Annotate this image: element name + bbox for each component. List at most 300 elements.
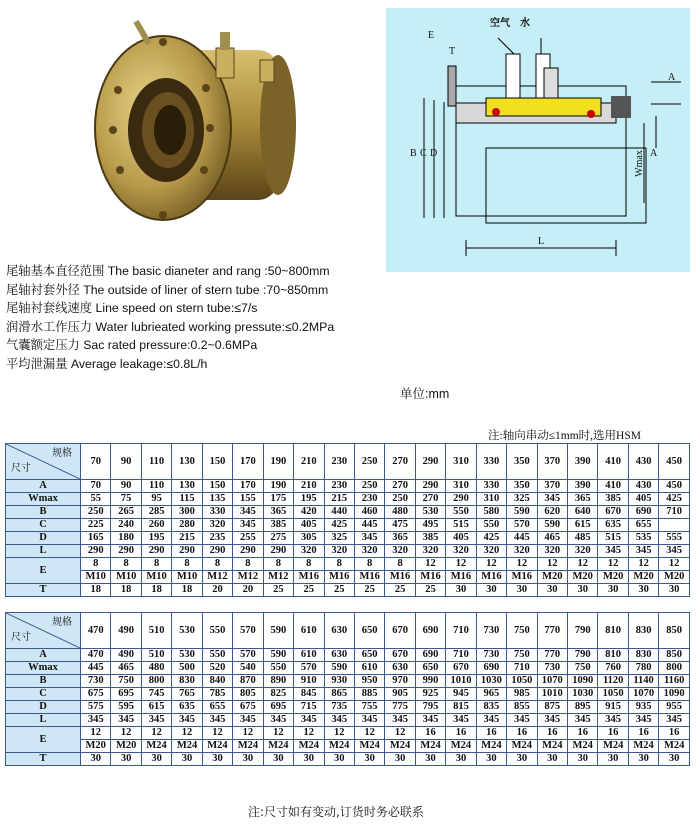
table-cell: 1070: [628, 688, 658, 701]
table-cell: 325: [324, 532, 354, 545]
column-header: 230: [324, 444, 354, 480]
column-header: 650: [354, 613, 384, 649]
table-row: [6, 662, 690, 675]
table-cell: 30: [111, 753, 141, 766]
table-cell: 550: [202, 649, 232, 662]
table-cell: 330: [476, 480, 506, 493]
table-cell: 320: [354, 545, 384, 558]
table-cell: 16: [598, 727, 628, 740]
diagram-label-e: E: [428, 30, 435, 41]
table-cell: 440: [324, 506, 354, 519]
table-cell: 695: [111, 688, 141, 701]
table-cell: 8: [202, 558, 232, 571]
table-cell: 345: [385, 714, 415, 727]
table-cell: 590: [324, 662, 354, 675]
table-cell: M24: [141, 740, 171, 753]
table-cell: 815: [446, 701, 476, 714]
table-cell: M24: [202, 740, 232, 753]
table-cell: 1070: [537, 675, 567, 688]
table-cell: 12: [233, 727, 263, 740]
table-cell: 8: [354, 558, 384, 571]
table-cell: 715: [294, 701, 324, 714]
column-header: 330: [476, 444, 506, 480]
spec-size-header: [6, 613, 81, 649]
size-header-label: 尺寸: [11, 632, 31, 643]
column-header: 810: [598, 613, 628, 649]
table-cell: 320: [537, 545, 567, 558]
column-header: 370: [537, 444, 567, 480]
table-cell: 915: [598, 701, 628, 714]
table-cell: 405: [294, 519, 324, 532]
table-cell: M12: [263, 571, 293, 584]
table-cell: 320: [324, 545, 354, 558]
table-cell: 330: [202, 506, 232, 519]
table-cell: 345: [354, 714, 384, 727]
table-cell: 280: [172, 519, 202, 532]
table-cell: M24: [476, 740, 506, 753]
table-cell: 345: [598, 545, 628, 558]
table-cell: 710: [446, 649, 476, 662]
table-cell: 895: [568, 701, 598, 714]
column-header: 710: [446, 613, 476, 649]
column-header: 570: [233, 613, 263, 649]
table-cell: 345: [568, 714, 598, 727]
table-row: [6, 506, 690, 519]
table-cell: M16: [294, 571, 324, 584]
table-cell: 290: [415, 480, 445, 493]
table-cell: M16: [354, 571, 384, 584]
table-cell: 8: [111, 558, 141, 571]
spec-line: 气囊额定压力 Sac rated pressure:0.2~0.6MPa: [6, 338, 258, 353]
table-cell: 16: [537, 727, 567, 740]
table-cell: 405: [446, 532, 476, 545]
table-cell: 405: [628, 493, 658, 506]
table-cell: 30: [294, 753, 324, 766]
table-cell: 130: [172, 480, 202, 493]
table-cell: 310: [476, 493, 506, 506]
column-header: 170: [233, 444, 263, 480]
table-cell: 365: [568, 493, 598, 506]
table-cell: 670: [385, 649, 415, 662]
row-label: A: [6, 649, 81, 662]
table-row: [6, 701, 690, 714]
row-label: E: [6, 558, 81, 584]
table-cell: 8: [294, 558, 324, 571]
column-header: 210: [294, 444, 324, 480]
table-cell: 30: [81, 753, 111, 766]
table-cell: 655: [628, 519, 658, 532]
diagram-label-wmax: Wmax: [633, 150, 645, 177]
table-cell: 635: [598, 519, 628, 532]
table-cell: 1140: [628, 675, 658, 688]
table-cell: 8: [141, 558, 171, 571]
table-cell: 390: [568, 480, 598, 493]
table-cell: 985: [507, 688, 537, 701]
table-cell: M16: [446, 571, 476, 584]
table-cell: 30: [628, 584, 658, 597]
table-cell: 30: [141, 753, 171, 766]
table-cell: 260: [141, 519, 171, 532]
table-row: [6, 584, 690, 597]
table-cell: 650: [415, 662, 445, 675]
table-cell: 16: [659, 727, 690, 740]
table-cell: 195: [141, 532, 171, 545]
table-cell: 370: [537, 480, 567, 493]
table-cell: 320: [446, 545, 476, 558]
column-header: 70: [81, 444, 111, 480]
table-cell: 12: [598, 558, 628, 571]
table-cell: 365: [263, 506, 293, 519]
table-cell: 12: [354, 727, 384, 740]
table-cell: 830: [172, 675, 202, 688]
table-row: [6, 545, 690, 558]
table-cell: 905: [385, 688, 415, 701]
table-cell: 385: [263, 519, 293, 532]
table-cell: M24: [294, 740, 324, 753]
table-cell: 690: [415, 649, 445, 662]
table-cell: 1030: [568, 688, 598, 701]
table-cell: 250: [81, 506, 111, 519]
table-cell: 12: [628, 558, 658, 571]
table-cell: 12: [81, 727, 111, 740]
table-cell: 570: [294, 662, 324, 675]
table-cell: 165: [81, 532, 111, 545]
column-header: 150: [202, 444, 232, 480]
table-cell: 810: [598, 649, 628, 662]
table-cell: 805: [233, 688, 263, 701]
dimension-table-2: [5, 612, 690, 766]
table-cell: M24: [385, 740, 415, 753]
table-cell: 630: [324, 649, 354, 662]
table-cell: 110: [141, 480, 171, 493]
table-cell: 290: [446, 493, 476, 506]
table-cell: 425: [476, 532, 506, 545]
column-header: 630: [324, 613, 354, 649]
column-header: 530: [172, 613, 202, 649]
table-cell: M16: [476, 571, 506, 584]
spec-line: 平均泄漏量 Average leakage:≤0.8L/h: [6, 356, 208, 371]
table-cell: 365: [385, 532, 415, 545]
column-header: 750: [507, 613, 537, 649]
table-cell: 765: [172, 688, 202, 701]
table-cell: 25: [294, 584, 324, 597]
table-cell: 855: [507, 701, 537, 714]
table-cell: 8: [385, 558, 415, 571]
table-cell: 760: [598, 662, 628, 675]
table-cell: 950: [354, 675, 384, 688]
table-cell: 345: [628, 714, 658, 727]
table-cell: 30: [507, 584, 537, 597]
table-cell: 25: [415, 584, 445, 597]
table-cell: 495: [415, 519, 445, 532]
table-cell: 675: [233, 701, 263, 714]
table-cell: 12: [385, 727, 415, 740]
table-cell: 30: [537, 584, 567, 597]
table-cell: 8: [233, 558, 263, 571]
column-header: 830: [628, 613, 658, 649]
table-cell: 410: [598, 480, 628, 493]
table-cell: 345: [476, 714, 506, 727]
table-cell: 175: [263, 493, 293, 506]
table-cell: 550: [263, 662, 293, 675]
table-cell: 30: [476, 753, 506, 766]
table-cell: 30: [415, 753, 445, 766]
table-cell: 30: [507, 753, 537, 766]
table-cell: 290: [81, 545, 111, 558]
column-header: 450: [659, 444, 690, 480]
table-cell: M12: [233, 571, 263, 584]
table-cell: 30: [233, 753, 263, 766]
table-cell: 825: [263, 688, 293, 701]
table-cell: 16: [628, 727, 658, 740]
table-cell: 215: [172, 532, 202, 545]
table-cell: 265: [111, 506, 141, 519]
table-cell: 30: [568, 753, 598, 766]
row-label: Wmax: [6, 493, 81, 506]
column-header: 550: [202, 613, 232, 649]
table-cell: 290: [111, 545, 141, 558]
table-cell: M12: [202, 571, 232, 584]
table-row: [6, 558, 690, 571]
table-cell: M20: [111, 740, 141, 753]
table-cell: 345: [111, 714, 141, 727]
table-cell: 20: [202, 584, 232, 597]
table-cell: M10: [81, 571, 111, 584]
table-cell: 1160: [659, 675, 690, 688]
table-cell: 12: [172, 727, 202, 740]
table-cell: 90: [111, 480, 141, 493]
table-cell: 345: [446, 714, 476, 727]
table-cell: 790: [568, 649, 598, 662]
row-label: C: [6, 688, 81, 701]
table-cell: M24: [172, 740, 202, 753]
table-cell: 250: [354, 480, 384, 493]
table-cell: 25: [385, 584, 415, 597]
table-cell: 250: [385, 493, 415, 506]
table-cell: 30: [172, 753, 202, 766]
diagram-label-d: D: [430, 148, 438, 159]
table-cell: 305: [294, 532, 324, 545]
table-cell: 590: [537, 519, 567, 532]
table-cell: 8: [263, 558, 293, 571]
row-label: Wmax: [6, 662, 81, 675]
table-row: [6, 727, 690, 740]
table-cell: 170: [233, 480, 263, 493]
table-cell: 30: [354, 753, 384, 766]
table-cell: 865: [324, 688, 354, 701]
size-header-label: 尺寸: [11, 463, 31, 474]
table-cell: 745: [141, 688, 171, 701]
table-cell: M24: [507, 740, 537, 753]
table-cell: 850: [659, 649, 690, 662]
table-cell: 8: [324, 558, 354, 571]
table-cell: 675: [81, 688, 111, 701]
table-cell: 16: [476, 727, 506, 740]
diagram-label-b: B: [410, 148, 417, 159]
table-cell: 345: [354, 532, 384, 545]
table-cell: 345: [537, 714, 567, 727]
table-cell: 12: [202, 727, 232, 740]
table-cell: M10: [172, 571, 202, 584]
table-cell: 30: [446, 753, 476, 766]
column-header: 670: [385, 613, 415, 649]
table-cell: 445: [81, 662, 111, 675]
table-cell: 550: [476, 519, 506, 532]
column-header: 590: [263, 613, 293, 649]
table-cell: 845: [294, 688, 324, 701]
table-cell: 230: [324, 480, 354, 493]
table-cell: M20: [537, 571, 567, 584]
table-cell: 835: [476, 701, 506, 714]
table-cell: 12: [659, 558, 690, 571]
table-cell: 135: [202, 493, 232, 506]
table-cell: 320: [202, 519, 232, 532]
spec-header-label: 规格: [52, 448, 72, 459]
table-cell: M24: [415, 740, 445, 753]
unit-label: 单位:mm: [400, 387, 450, 401]
table-cell: 470: [81, 649, 111, 662]
column-header: 490: [111, 613, 141, 649]
table-cell: 345: [507, 714, 537, 727]
column-header: 310: [446, 444, 476, 480]
table-cell: 8: [172, 558, 202, 571]
table-cell: 535: [628, 532, 658, 545]
table-cell: 630: [385, 662, 415, 675]
table-cell: M24: [354, 740, 384, 753]
table-cell: 620: [537, 506, 567, 519]
table-cell: 590: [507, 506, 537, 519]
table-cell: 320: [415, 545, 445, 558]
table-cell: 690: [628, 506, 658, 519]
table-cell: 320: [568, 545, 598, 558]
table-cell: 935: [628, 701, 658, 714]
table-cell: 510: [141, 649, 171, 662]
table-cell: 16: [568, 727, 598, 740]
table-cell: 445: [507, 532, 537, 545]
table-cell: 460: [354, 506, 384, 519]
table-cell: 70: [81, 480, 111, 493]
table-cell: 990: [415, 675, 445, 688]
table-cell: 115: [172, 493, 202, 506]
table-cell: 570: [233, 649, 263, 662]
table-cell: M10: [111, 571, 141, 584]
table-cell: 540: [233, 662, 263, 675]
air-label: 空气: [490, 18, 510, 29]
table-cell: 12: [415, 558, 445, 571]
table-cell: 350: [507, 480, 537, 493]
table-cell: 1090: [659, 688, 690, 701]
table-cell: 345: [263, 714, 293, 727]
table-cell: 690: [476, 662, 506, 675]
table-cell: 490: [111, 649, 141, 662]
table-cell: 345: [294, 714, 324, 727]
table-cell: 970: [385, 675, 415, 688]
table-cell: 555: [659, 532, 690, 545]
table-cell: 18: [111, 584, 141, 597]
table-cell: 830: [628, 649, 658, 662]
table-cell: 590: [263, 649, 293, 662]
table-cell: 800: [659, 662, 690, 675]
row-label: A: [6, 480, 81, 493]
table-cell: 30: [598, 584, 628, 597]
column-header: 190: [263, 444, 293, 480]
table-cell: 190: [263, 480, 293, 493]
table-cell: 430: [628, 480, 658, 493]
table-cell: 345: [537, 493, 567, 506]
table-cell: M24: [568, 740, 598, 753]
table-row: [6, 753, 690, 766]
table-cell: 300: [172, 506, 202, 519]
table-cell: 240: [111, 519, 141, 532]
diagram-label-c: C: [420, 148, 427, 159]
table-cell: 12: [507, 558, 537, 571]
table-cell: 30: [598, 753, 628, 766]
column-header: 850: [659, 613, 690, 649]
table-cell: 30: [659, 753, 690, 766]
diagram-label-a-top: A: [668, 72, 676, 83]
table-cell: 770: [537, 649, 567, 662]
table-cell: M16: [324, 571, 354, 584]
diagram-label-l: L: [538, 236, 545, 247]
table-cell: 485: [568, 532, 598, 545]
column-header: 290: [415, 444, 445, 480]
table-cell: 480: [385, 506, 415, 519]
column-header: 250: [354, 444, 384, 480]
table-cell: 730: [537, 662, 567, 675]
row-label: D: [6, 532, 81, 545]
table-cell: 30: [568, 584, 598, 597]
table-cell: 875: [537, 701, 567, 714]
table-cell: 30: [202, 753, 232, 766]
spec-header-label: 规格: [52, 617, 72, 628]
table-cell: M16: [507, 571, 537, 584]
table-cell: 610: [354, 662, 384, 675]
table-cell: 95: [141, 493, 171, 506]
table-cell: 930: [324, 675, 354, 688]
table-cell: 230: [354, 493, 384, 506]
table-cell: 650: [354, 649, 384, 662]
table-cell: 965: [476, 688, 506, 701]
dimension-table-1: [5, 443, 690, 597]
table-cell: M24: [446, 740, 476, 753]
table-cell: M24: [233, 740, 263, 753]
table-cell: 320: [476, 545, 506, 558]
table-cell: 18: [172, 584, 202, 597]
table-cell: 345: [233, 519, 263, 532]
column-header: 110: [141, 444, 171, 480]
table-cell: 345: [415, 714, 445, 727]
table-cell: 150: [202, 480, 232, 493]
table-cell: 290: [263, 545, 293, 558]
table-cell: 30: [628, 753, 658, 766]
table-cell: 290: [172, 545, 202, 558]
row-label: D: [6, 701, 81, 714]
table-cell: 530: [172, 649, 202, 662]
table-cell: 775: [385, 701, 415, 714]
table-row: [6, 740, 690, 753]
table-cell: 12: [294, 727, 324, 740]
table-cell: 640: [568, 506, 598, 519]
table-cell: 870: [233, 675, 263, 688]
table-cell: 1050: [507, 675, 537, 688]
table-cell: 275: [263, 532, 293, 545]
table-cell: 320: [294, 545, 324, 558]
table-cell: 755: [354, 701, 384, 714]
column-header: 410: [598, 444, 628, 480]
table-cell: 320: [385, 545, 415, 558]
water-label: 水: [520, 18, 530, 29]
table-cell: 385: [598, 493, 628, 506]
